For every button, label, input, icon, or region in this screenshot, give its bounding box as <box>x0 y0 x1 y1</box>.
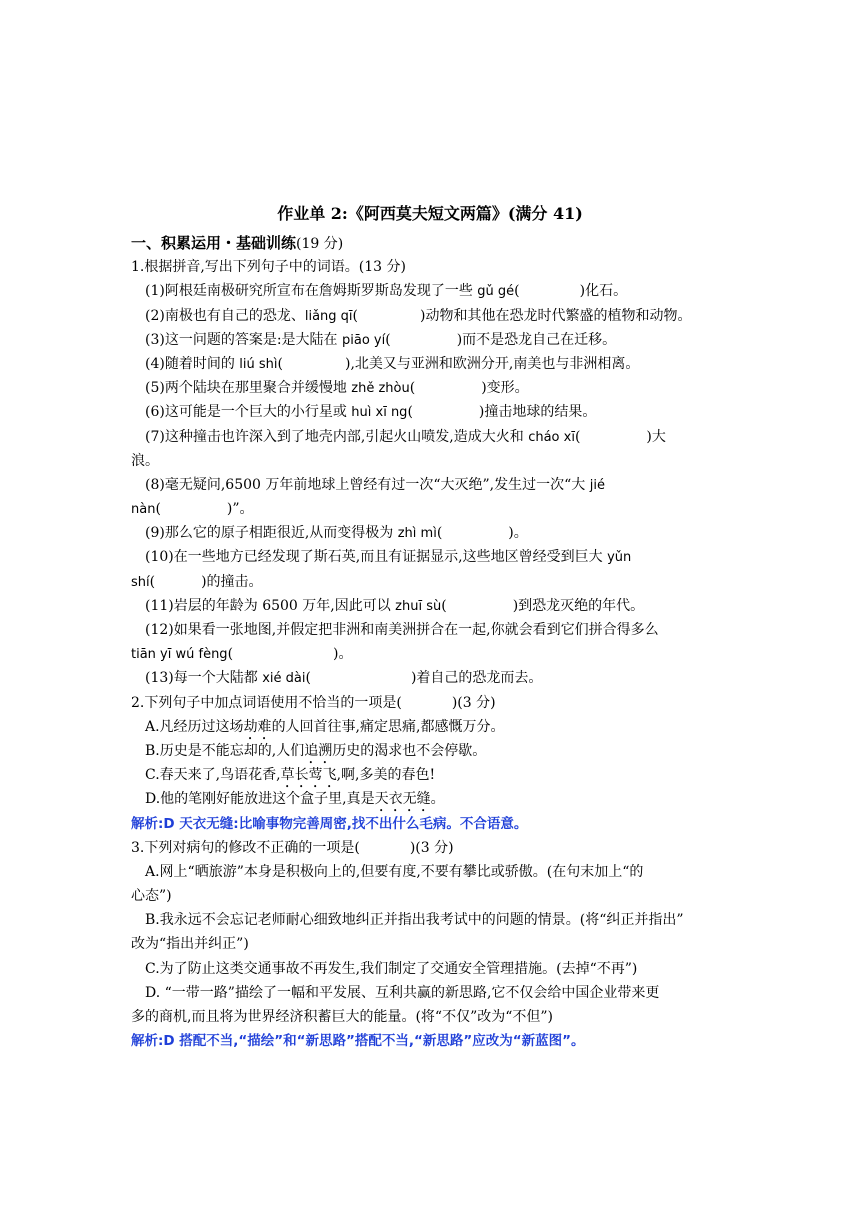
pinyin: piāo yí <box>342 332 386 348</box>
question-1-stem: 1.根据拼音,写出下列句子中的词语。(13 分) <box>131 259 406 276</box>
q3-answer-explanation: 解析:D 搭配不当,“描绘”和“新思路”搭配不当,“新思路”应改为“新蓝图”。 <box>131 1033 585 1050</box>
pinyin: zhuī sù <box>395 598 442 614</box>
option-text: B.历史是不能忘却的,人们 <box>145 742 305 759</box>
pinyin: xié dài <box>262 671 306 687</box>
item-text-end: )撞击地球的结果。 <box>478 404 597 421</box>
item-text-end: )。 <box>333 646 353 663</box>
item-text: (1)阿根廷南极研究所宣布在詹姆斯罗斯岛发现了一些 <box>145 283 478 300</box>
pinyin: zhě zhòu <box>351 381 410 397</box>
q1-item-3 <box>131 328 731 352</box>
worksheet-content <box>131 231 731 1053</box>
q1-item-7 <box>131 425 731 449</box>
pinyin: huì xī ng <box>351 405 408 421</box>
q3-option-d-cont: 多的商机,而且将为世界经济积蓄巨大的能量。(将“不仅”改为“不但”) <box>131 1009 554 1025</box>
q1-item-10-cont <box>131 570 731 594</box>
paren-open: ( <box>385 331 391 348</box>
paren-open: ( <box>436 525 443 542</box>
item-text-end: ),北美又与亚洲和欧洲分开,南美也与非洲相离。 <box>344 355 640 372</box>
paren-open: ( <box>352 307 358 324</box>
item-text-end: )而不是恐龙自己在迁移。 <box>456 331 617 348</box>
paren-open: ( <box>305 670 311 687</box>
option-text-end: 的人回首往事,痛定思痛,都感慨万分。 <box>271 718 505 735</box>
paren-open: ( <box>441 597 447 614</box>
pinyin: gǔ gé <box>477 284 515 300</box>
dotted-word: 追溯 <box>304 742 333 759</box>
item-text-end: )动物和其他在恐龙时代繁盛的植物和动物。 <box>420 307 692 324</box>
item-text: (10)在一些地方已经发现了斯石英,而且有证据显示,这些地区曾经受到巨大 <box>145 549 608 566</box>
q3-option-c[interactable]: C.为了防止这类交通事故不再发生,我们制定了交通安全管理措施。(去掉“不再”) <box>145 960 638 977</box>
q1-item-1 <box>131 279 731 303</box>
option-text-end: 历史的渴求也不会停歇。 <box>332 742 487 759</box>
pinyin: cháo xī <box>528 429 575 445</box>
q2-answer-explanation: 解析:D 天衣无缝:比喻事物完善周密,找不出什么毛病。不合语意。 <box>131 815 528 832</box>
item-text-end: )到恐龙灭绝的年代。 <box>512 597 645 614</box>
item-text: (12)如果看一张地图,并假定把非洲和南美洲拼合在一起,你就会看到它们拼合得多么 <box>145 622 659 638</box>
question-3-stem <box>131 836 731 860</box>
item-text: (2)南极也有自己的恐龙、 <box>145 307 305 324</box>
q1-item-6 <box>131 400 731 424</box>
q1-item-11 <box>131 594 731 618</box>
q1-item-5 <box>131 376 731 400</box>
question-text: 3.下列对病句的修改不正确的一项是( <box>131 839 360 856</box>
paren-open: ( <box>514 283 520 300</box>
item-text-end: )化石。 <box>579 283 628 300</box>
item-text-end: )的撞击。 <box>201 573 263 590</box>
option-text: D.他的笔刚好能放进这个盒子里,真是 <box>145 791 375 808</box>
q1-item-10 <box>131 545 731 569</box>
q2-option-d[interactable] <box>131 787 731 811</box>
item-text: (9)那么它的原子相距很近,从而变得极为 <box>145 525 398 542</box>
dotted-word: 天衣无缝 <box>374 791 431 808</box>
pinyin: nàn <box>131 502 156 518</box>
q3-option-b-cont: 改为“指出并纠正”) <box>131 936 249 953</box>
option-text: A.凡经历过这场 <box>145 718 244 735</box>
section-heading-text: 一、积累运用・基础训练 <box>131 234 297 252</box>
question-text-end: )(3 分) <box>451 694 496 711</box>
q1-item-12 <box>131 618 731 642</box>
pinyin: liǎng qī <box>304 308 353 324</box>
paren-open: ( <box>407 404 413 421</box>
page-title: 作业单 2:《阿西莫夫短文两篇》(满分 41) <box>277 204 583 223</box>
q2-option-a[interactable] <box>131 715 731 739</box>
paren-open: ( <box>227 646 234 663</box>
q1-item-12-cont <box>131 642 731 666</box>
pinyin: yǔn <box>607 550 632 566</box>
q3-option-a-cont: 心态”) <box>131 888 172 905</box>
section-heading <box>131 231 731 255</box>
item-text-end: )”。 <box>226 501 254 518</box>
paren-open: ( <box>149 573 156 590</box>
option-text-end: ,啊,多美的春色! <box>336 767 436 784</box>
pinyin: jié <box>589 477 605 493</box>
q3-option-d[interactable]: D. “一带一路”描绘了一幅和平发展、互利共赢的新思路,它不仅会给中国企业带来更 <box>145 984 660 1001</box>
question-2-stem <box>131 691 731 715</box>
q2-option-b[interactable] <box>131 739 731 763</box>
item-text: (7)这种撞击也许深入到了地壳内部,引起火山喷发,造成大火和 <box>145 428 529 445</box>
option-text: C.春天来了,鸟语花香, <box>145 767 281 784</box>
pinyin: tiān yī wú fèng <box>131 647 228 663</box>
item-text: (3)这一问题的答案是:是大陆在 <box>145 331 342 348</box>
q1-item-13 <box>131 666 731 690</box>
q1-item-8 <box>131 473 731 497</box>
paren-open: ( <box>574 428 581 445</box>
section-points: (19 分) <box>296 236 344 252</box>
item-text: (11)岩层的年龄为 6500 万年,因此可以 <box>145 597 396 614</box>
item-text: (4)随着时间的 <box>145 355 240 372</box>
paren-open: ( <box>155 501 161 518</box>
dotted-word: 劫难 <box>243 718 272 735</box>
item-text: (6)这可能是一个巨大的小行星或 <box>145 404 352 421</box>
question-text: 2.下列句子中加点词语使用不恰当的一项是( <box>131 694 402 711</box>
item-text: (13)每一个大陆都 <box>145 670 263 687</box>
q1-item-2 <box>131 304 731 328</box>
paren-open: ( <box>277 355 283 372</box>
item-text: (5)两个陆块在那里聚合并缓慢地 <box>145 380 352 397</box>
dotted-word: 草长莺飞 <box>280 767 337 784</box>
q1-item-7-cont: 浪。 <box>131 452 159 469</box>
q1-item-9 <box>131 521 731 545</box>
item-text: (8)毫无疑问,6500 万年前地球上曾经有过一次“大灭绝”,发生过一次“大 <box>145 476 590 493</box>
question-text-end: )(3 分) <box>409 839 454 856</box>
item-text-end: )着自己的恐龙而去。 <box>410 670 543 687</box>
item-text-end: )大 <box>646 428 666 445</box>
item-text-end: )变形。 <box>481 380 529 397</box>
q3-option-a[interactable]: A.网上“晒旅游”本身是积极向上的,但要有度,不要有攀比或骄傲。(在句末加上“的 <box>145 863 644 880</box>
pinyin: zhì mì <box>397 526 437 542</box>
q1-item-4 <box>131 352 731 376</box>
q3-option-b[interactable]: B.我永远不会忘记老师耐心细致地纠正并指出我考试中的问题的情景。(将“纠正并指出” <box>145 912 684 929</box>
paren-open: ( <box>409 380 416 397</box>
q2-option-c[interactable] <box>131 763 731 787</box>
pinyin: liú shì <box>239 356 278 372</box>
pinyin: shí <box>131 574 150 590</box>
q1-item-8-cont <box>131 497 731 521</box>
option-text-end: 。 <box>430 791 445 808</box>
item-text-end: )。 <box>508 525 528 542</box>
